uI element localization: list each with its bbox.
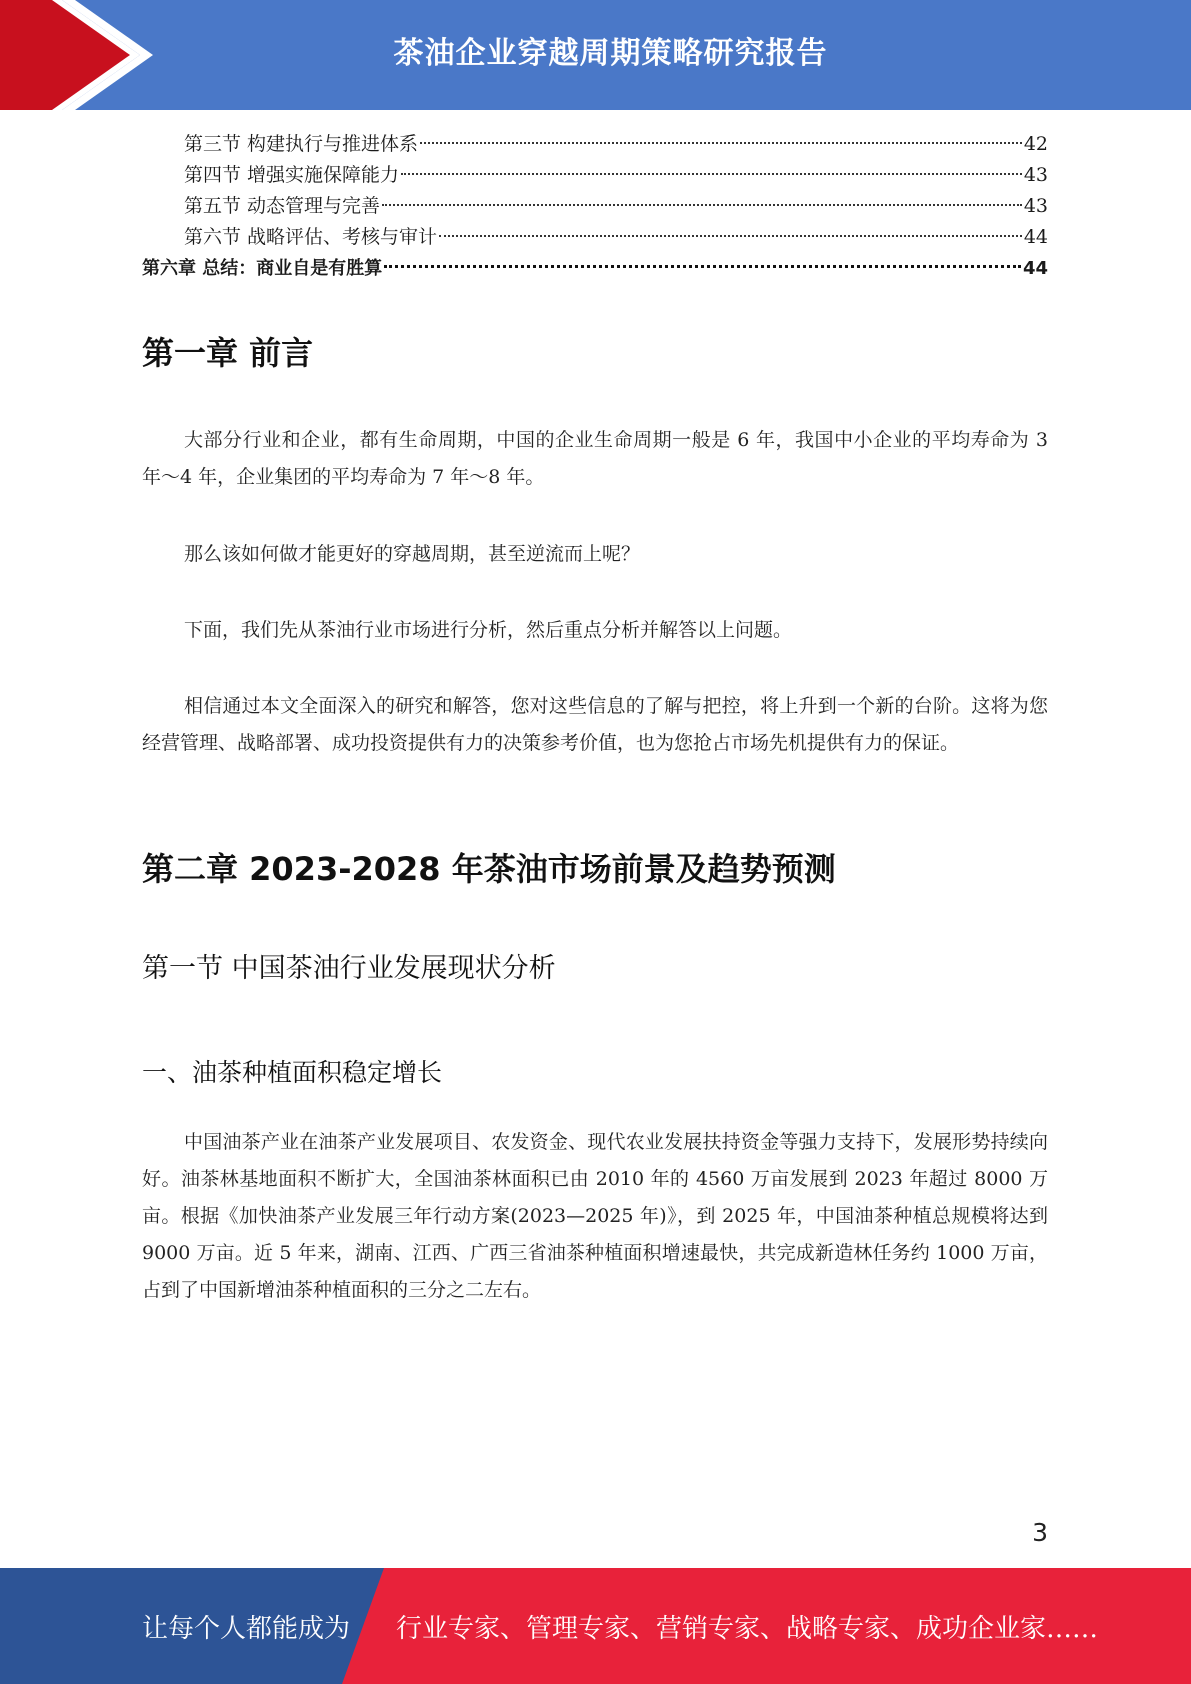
toc-entry[interactable] (142, 160, 1048, 191)
toc-entry[interactable] (142, 129, 1048, 160)
body-paragraph: 下面，我们先从茶油行业市场进行分析，然后重点分析并解答以上问题。 (184, 619, 793, 641)
chapter-heading: 第一章 前言 (142, 334, 314, 372)
toc-entry-page: 43 (1023, 195, 1048, 217)
subsection-heading: 一、油茶种植面积稳定增长 (142, 1058, 443, 1087)
toc-entry[interactable] (142, 191, 1048, 222)
toc-leader (420, 142, 1022, 144)
toc-entry-label: 第六章 总结：商业自是有胜算 (142, 258, 383, 279)
toc-leader (384, 265, 1021, 268)
footer-slogan-right: 行业专家、管理专家、营销专家、战略专家、成功企业家…… (396, 1614, 1099, 1644)
footer-slogan-left: 让每个人都能成为 (142, 1614, 351, 1644)
header-banner (0, 0, 1191, 110)
body-paragraph: 相信通过本文全面深入的研究和解答，您对这些信息的了解与把控，将上升到一个新的台阶。这将为您经营管理、战略部署、成功投资提供有力的决策参考价值，也为您抢占市场先机提供有力的保证。 (142, 695, 1048, 754)
toc-chapter-entry[interactable] (142, 253, 1048, 284)
toc-entry-label: 第六节 战略评估、考核与审计 (184, 226, 438, 248)
toc-leader (401, 173, 1022, 175)
toc-entry-label: 第四节 增强实施保障能力 (184, 164, 400, 186)
toc-entry[interactable] (142, 222, 1048, 253)
toc-leader (382, 204, 1022, 206)
section-heading: 第一节 中国茶油行业发展现状分析 (142, 953, 556, 984)
body-paragraph: 那么该如何做才能更好的穿越周期，甚至逆流而上呢？ (184, 543, 641, 565)
footer-banner (0, 1568, 1191, 1684)
body-paragraph: 大部分行业和企业，都有生命周期，中国的企业生命周期一般是 6 年，我国中小企业的平均寿命为 3 年～4 年，企业集团的平均寿命为 7 年～8 年。 (142, 429, 1048, 488)
page-number: 3 (1032, 1518, 1048, 1547)
toc-leader (439, 235, 1022, 237)
toc-entry-page: 44 (1023, 226, 1048, 248)
report-title: 茶油企业穿越周期策略研究报告 (393, 36, 828, 71)
toc-entry-label: 第三节 构建执行与推进体系 (184, 133, 419, 155)
toc-entry-page: 44 (1022, 258, 1048, 279)
chapter-heading: 第二章 2023-2028 年茶油市场前景及趋势预测 (142, 850, 836, 888)
table-of-contents (142, 129, 1048, 284)
toc-entry-label: 第五节 动态管理与完善 (184, 195, 381, 217)
toc-entry-page: 43 (1023, 164, 1048, 186)
body-paragraph: 中国油茶产业在油茶产业发展项目、农发资金、现代农业发展扶持资金等强力支持下，发展形势持续向好。油茶林基地面积不断扩大，全国油茶林面积已由 2010 年的 4560 万亩发展到 2023 年超过 8000 万亩。根据《加快油茶产业发展三年行动方案(2023—2025 年)》，到 2025 年，中国油茶种植总规模将达到 9000 万亩。近 5 年来，湖南、江西、广西三省油茶种植面积增速最快，共完成新造林任务约 1000 万亩，占到了中国新增油茶种植面积的三分之二左右。 (142, 1131, 1048, 1301)
toc-entry-page: 42 (1023, 133, 1048, 155)
